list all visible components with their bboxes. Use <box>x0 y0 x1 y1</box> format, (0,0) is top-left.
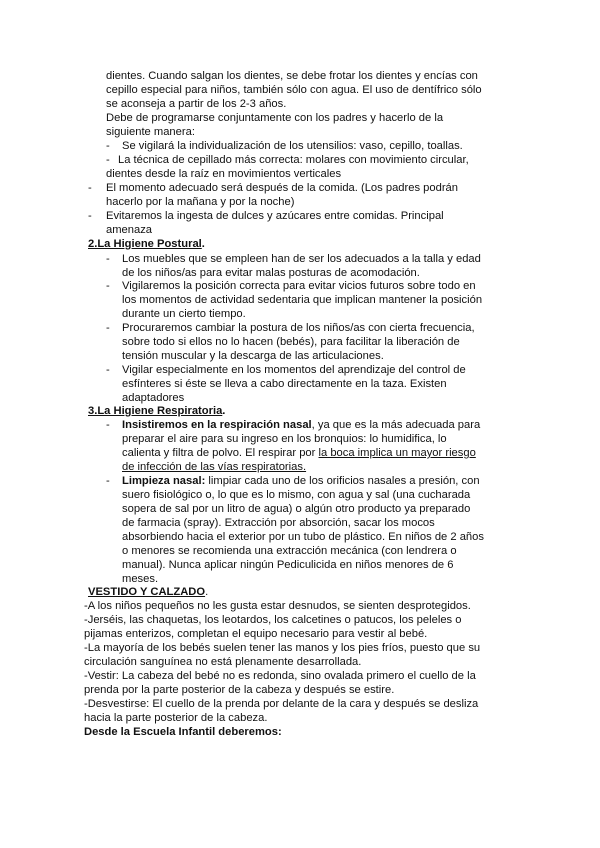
list-item <box>106 153 469 181</box>
text-line: manual). Nunca aplicar ningún Pediculicida en niños menores de 6 <box>122 559 454 571</box>
list-item <box>88 181 458 209</box>
text-fragment: , ya que es la más adecuada para <box>311 419 481 431</box>
vestido-paragraph <box>84 599 480 739</box>
section-heading-vestido <box>88 585 208 599</box>
text-fragment: calienta y filtra de polvo. El respirar por <box>122 447 319 459</box>
text-line: durante un cierto tiempo. <box>122 308 246 320</box>
intro-paragraph <box>106 69 482 139</box>
text-line: meses. <box>122 573 159 585</box>
underlined-fragment: la boca implica un mayor riesgo <box>318 447 476 459</box>
heading-text: 2.La Higiene Postural <box>88 238 202 250</box>
text-line: Debe de programarse conjuntamente con los padres y hacerlo de la <box>106 112 444 124</box>
bullet-dash: - <box>88 210 92 222</box>
bullet-dash: - <box>88 182 92 194</box>
list-item <box>106 279 482 321</box>
text-line: dientes. Cuando salgan los dientes, se debe frotar los dientes y encías con <box>106 70 478 82</box>
closing-line: Desde la Escuela Infantil deberemos: <box>84 726 282 738</box>
text-line: preparar el aire para su ingreso en los bronquios: lo humidifica, lo <box>122 433 447 445</box>
text-line: cepillo especial para niños, también sólo con agua. El uso de dentífrico sólo <box>106 84 482 96</box>
text-line: sobre todo si ellos no lo hacen (bebés), para facilitar la liberación de <box>122 336 460 348</box>
text-line: o menores se recomienda una extracción mecánica (con lendrera o <box>122 545 457 557</box>
list-item <box>106 321 475 363</box>
bold-lead: Limpieza nasal: <box>122 475 206 487</box>
bullet-dash: - <box>106 154 110 166</box>
bullet-dash: - <box>106 322 110 334</box>
list-item <box>106 418 480 474</box>
text-line: -Jerséis, las chaquetas, los leotardos, los calcetines o patucos, los peleles o <box>84 614 462 626</box>
bullet-dash: - <box>106 475 110 487</box>
text-line: hacia la parte posterior de la cabeza. <box>84 712 268 724</box>
bullet-dash: - <box>106 140 110 152</box>
text-line: prenda por la parte posterior de la cabeza y después se estire. <box>84 684 395 696</box>
list-item <box>106 474 484 586</box>
text-line: -Desvestirse: El cuello de la prenda por delante de la cara y después se desliza <box>84 698 479 710</box>
text-line: suero fisiológico o, lo que es lo mismo, con agua y sal (una cucharada <box>122 489 471 501</box>
list-item <box>106 139 463 153</box>
list-item <box>106 363 466 405</box>
underlined-line: de infección de las vías respiratorias. <box>122 461 307 473</box>
text-line: los momentos de actividad sedentaria que implican mantener la posición <box>122 294 483 306</box>
list-item <box>106 252 481 280</box>
text-line: hacerlo por la mañana y por la noche) <box>106 196 295 208</box>
text-line: sopera de sal por un litro de agua) o algún otro producto ya preparado <box>122 503 471 515</box>
text-line: -A los niños pequeños no les gusta estar desnudos, se sienten desprotegidos. <box>84 600 471 612</box>
bullet-dash: - <box>106 419 110 431</box>
text-line: circulación sanguínea no está plenamente desarrollada. <box>84 656 362 668</box>
text-line: -Vestir: La cabeza del bebé no es redonda, sino ovalada primero el cuello de la <box>84 670 476 682</box>
text-line: de los niños/as para evitar malas posturas de acomodación. <box>122 267 420 279</box>
text-line: La técnica de cepillado más correcta: molares con movimiento circular, <box>118 154 469 166</box>
list-item <box>88 209 444 237</box>
text-line: Vigilar especialmente en los momentos del aprendizaje del control de <box>122 364 466 376</box>
bullet-dash: - <box>106 253 110 265</box>
text-line: dientes desde la raíz en movimientos verticales <box>106 168 342 180</box>
text-line: -La mayoría de los bebés suelen tener las manos y los pies fríos, puesto que su <box>84 642 481 654</box>
text-line: se aconseja a partir de los 2-3 años. <box>106 98 287 110</box>
text-line: pijamas enterizos, completan el equipo necesario para vestir al bebé. <box>84 628 428 640</box>
text-line: El momento adecuado será después de la comida. (Los padres podrán <box>106 182 459 194</box>
bullet-dash: - <box>106 280 110 292</box>
text-line: Procuraremos cambiar la postura de los niños/as con cierta frecuencia, <box>122 322 475 334</box>
section-heading-postural <box>88 237 205 251</box>
section-heading-respiratoria <box>88 404 225 418</box>
bullet-dash: - <box>106 364 110 376</box>
text-line: siguiente manera: <box>106 126 195 138</box>
heading-period: . <box>222 405 226 417</box>
text-line: Evitaremos la ingesta de dulces y azúcares entre comidas. Principal <box>106 210 444 222</box>
text-line: absorbiendo hacia el exterior por un tubo de plástico. En niños de 2 años <box>122 531 484 543</box>
heading-period: . <box>205 586 209 598</box>
text-line: tensión muscular y la descarga de las articulaciones. <box>122 350 384 362</box>
text-line: Los muebles que se empleen han de ser los adecuados a la talla y edad <box>122 253 481 265</box>
heading-text: VESTIDO Y CALZADO <box>88 586 206 598</box>
text-line: esfínteres si éste se lleva a cabo directamente en la taza. Existen <box>122 378 447 390</box>
heading-text: 3.La Higiene Respiratoria <box>88 405 223 417</box>
text-line: Se vigilará la individualización de los utensilios: vaso, cepillo, toallas. <box>122 140 463 152</box>
text-fragment: limpiar cada uno de los orificios nasales a presión, con <box>205 475 480 487</box>
heading-period: . <box>201 238 205 250</box>
text-line: adaptadores <box>122 392 185 404</box>
bold-lead: Insistiremos en la respiración nasal <box>122 419 312 431</box>
text-line: de farmacia (spray). Extracción por absorción, sacar los mocos <box>122 517 435 529</box>
text-line: amenaza <box>106 224 153 236</box>
text-line: Vigilaremos la posición correcta para evitar vicios futuros sobre todo en <box>122 280 476 292</box>
